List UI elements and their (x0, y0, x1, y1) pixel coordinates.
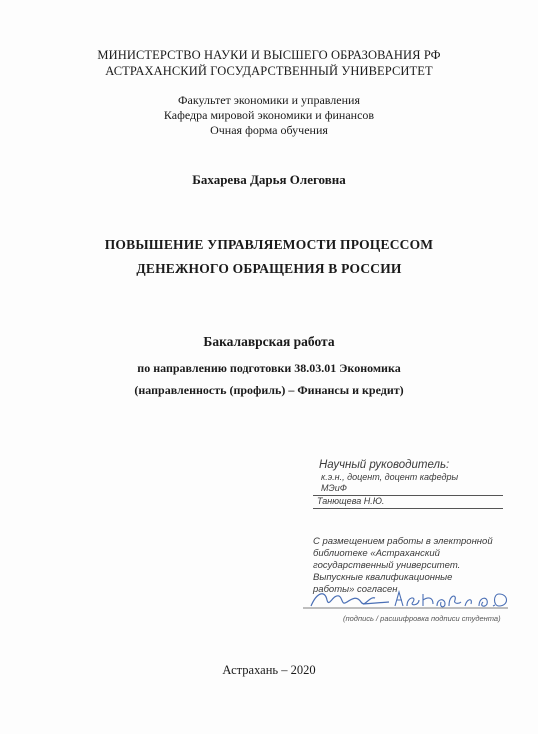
supervisor-label: Научный руководитель: (319, 459, 450, 471)
department-name: Кафедра мировой экономики и финансов (163, 108, 375, 122)
supervisor-department: МЭиФ (321, 483, 347, 493)
university-name: АСТРАХАНСКИЙ ГОСУДАРСТВЕННЫЙ УНИВЕРСИТЕТ (105, 64, 433, 78)
work-direction-block (0, 357, 538, 401)
signature-caption: (подпись / расшифровка подписи студента) (343, 614, 501, 623)
work-type: Бакалаврская работа (203, 334, 335, 349)
consent-line-4: Выпускные квалификационные (313, 572, 453, 583)
consent-line-5: работы» согласен (313, 584, 398, 595)
supervisor-name-underline (313, 508, 503, 509)
faculty-block (0, 93, 538, 138)
thesis-title (0, 233, 538, 281)
student-signature (303, 586, 513, 616)
consent-line-2: библиотеке «Астраханский (313, 548, 440, 559)
consent-line-1: С размещением работы в электронной (313, 536, 493, 547)
thesis-title-line-1: ПОВЫШЕНИЕ УПРАВЛЯЕМОСТИ ПРОЦЕССОМ (104, 237, 434, 252)
consent-line-3: государственный университет. (313, 560, 461, 571)
work-direction: по направлению подготовки 38.03.01 Экономика (137, 361, 401, 375)
supervisor-name: Танющева Н.Ю. (317, 496, 385, 506)
ministry-header (0, 47, 538, 79)
thesis-title-line-2: ДЕНЕЖНОГО ОБРАЩЕНИЯ В РОССИИ (136, 261, 402, 276)
supervisor-degree: к.э.н., доцент, доцент кафедры (321, 472, 459, 482)
work-profile: (направленность (профиль) – Финансы и кредит) (134, 383, 404, 397)
faculty-name: Факультет экономики и управления (178, 93, 360, 107)
study-form: Очная форма обучения (210, 123, 328, 137)
author-name: Бахарева Дарья Олеговна (192, 172, 346, 187)
supervisor-block (313, 458, 503, 509)
city-year: Астрахань – 2020 (222, 663, 316, 677)
ministry-name: МИНИСТЕРСТВО НАУКИ И ВЫСШЕГО ОБРАЗОВАНИЯ РФ (97, 48, 441, 62)
